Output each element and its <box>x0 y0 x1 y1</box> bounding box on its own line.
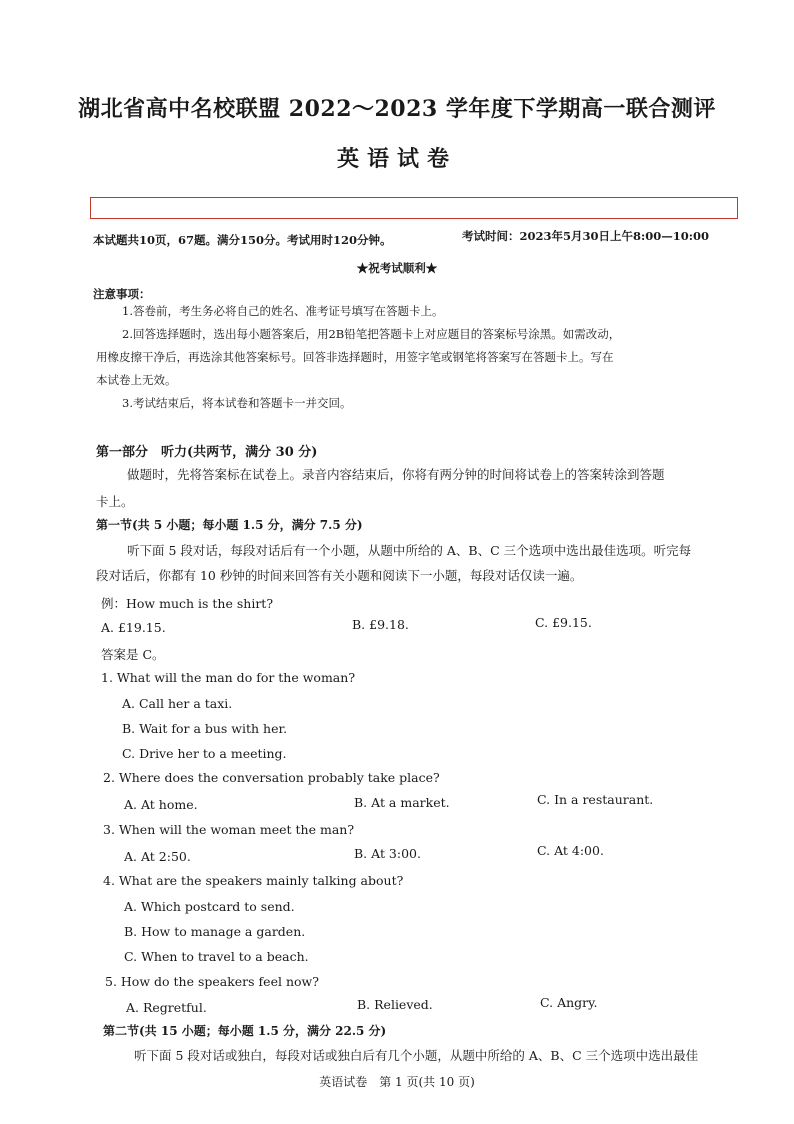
page-footer: 英语试卷 第 1 页(共 10 页) <box>319 1075 475 1089</box>
question-2: 2. Where does the conversation probably take place? <box>103 770 440 785</box>
note-3: 3.考试结束后，将本试卷和答题卡一并交回。 <box>122 396 352 410</box>
example-question: 例：How much is the shirt? <box>101 596 274 611</box>
section1-heading: 第一节(共 5 小题；每小题 1.5 分，满分 7.5 分) <box>96 518 363 532</box>
note-2-line-3: 本试卷上无效。 <box>96 373 177 387</box>
question-3-option-b: B. At 3:00. <box>354 846 421 861</box>
example-option-a: A. £19.15. <box>101 620 166 635</box>
example-option-c: C. £9.15. <box>535 615 592 630</box>
section1-intro-line-2: 段对话后，你都有 10 秒钟的时间来回答有关小题和阅读下一小题，每段对话仅读一遍。 <box>96 568 583 583</box>
question-3-option-a: A. At 2:50. <box>124 849 191 864</box>
question-4-option-b: B. How to manage a garden. <box>124 924 306 939</box>
section1-intro-line-1: 听下面 5 段对话，每段对话后有一个小题，从题中所给的 A、B、C 三个选项中选出最佳选项。听完每 <box>127 543 692 558</box>
question-5-option-a: A. Regretful. <box>126 1000 207 1015</box>
notes-heading: 注意事项： <box>93 287 151 301</box>
note-2-line-1: 2.回答选择题时，选出每小题答案后，用2B铅笔把答题卡上对应题目的答案标号涂黑。如需改动， <box>122 327 621 341</box>
section2-heading: 第二节(共 15 小题；每小题 1.5 分，满分 22.5 分) <box>103 1024 387 1038</box>
section2-intro: 听下面 5 段对话或独白，每段对话或独白后有几个小题，从题中所给的 A、B、C 三个选项中选出最佳 <box>134 1048 699 1063</box>
redacted-box <box>90 197 738 219</box>
question-5-option-b: B. Relieved. <box>357 997 433 1012</box>
note-1: 1.答卷前，考生务必将自己的姓名、准考证号填写在答题卡上。 <box>122 304 444 318</box>
part1-heading: 第一部分 听力(共两节，满分 30 分) <box>96 445 318 460</box>
exam-info-left: 本试题共10页，67题。满分150分。考试用时120分钟。 <box>93 233 392 247</box>
example-answer: 答案是 C。 <box>101 647 165 662</box>
question-4: 4. What are the speakers mainly talking about? <box>103 873 404 888</box>
exam-subtitle: 英语试卷 <box>336 146 457 172</box>
question-4-option-c: C. When to travel to a beach. <box>124 949 309 964</box>
note-2-line-2: 用橡皮擦干净后，再选涂其他答案标号。回答非选择题时，用签字笔或钢笔将答案写在答题卡上。写在 <box>96 350 614 364</box>
question-5: 5. How do the speakers feel now? <box>105 974 319 989</box>
exam-title: 湖北省高中名校联盟 2022～2023 学年度下学期高一联合测评 <box>78 96 716 122</box>
example-option-b: B. £9.18. <box>352 617 409 632</box>
question-1: 1. What will the man do for the woman? <box>101 670 356 685</box>
question-1-option-a: A. Call her a taxi. <box>122 696 233 711</box>
question-3: 3. When will the woman meet the man? <box>103 822 355 837</box>
question-2-option-b: B. At a market. <box>354 795 450 810</box>
part1-intro-line-1: 做题时，先将答案标在试卷上。录音内容结束后，你将有两分钟的时间将试卷上的答案转涂到答题 <box>127 467 665 482</box>
question-3-option-c: C. At 4:00. <box>537 843 604 858</box>
exam-time: 考试时间：2023年5月30日上午8:00—10:00 <box>462 229 710 243</box>
question-1-option-c: C. Drive her to a meeting. <box>122 746 287 761</box>
question-2-option-a: A. At home. <box>124 797 198 812</box>
question-2-option-c: C. In a restaurant. <box>537 792 654 807</box>
question-4-option-a: A. Which postcard to send. <box>124 899 295 914</box>
question-5-option-c: C. Angry. <box>540 995 598 1010</box>
good-luck-banner: ★祝考试顺利★ <box>356 261 438 275</box>
question-1-option-b: B. Wait for a bus with her. <box>122 721 288 736</box>
part1-intro-line-2: 卡上。 <box>96 494 134 509</box>
